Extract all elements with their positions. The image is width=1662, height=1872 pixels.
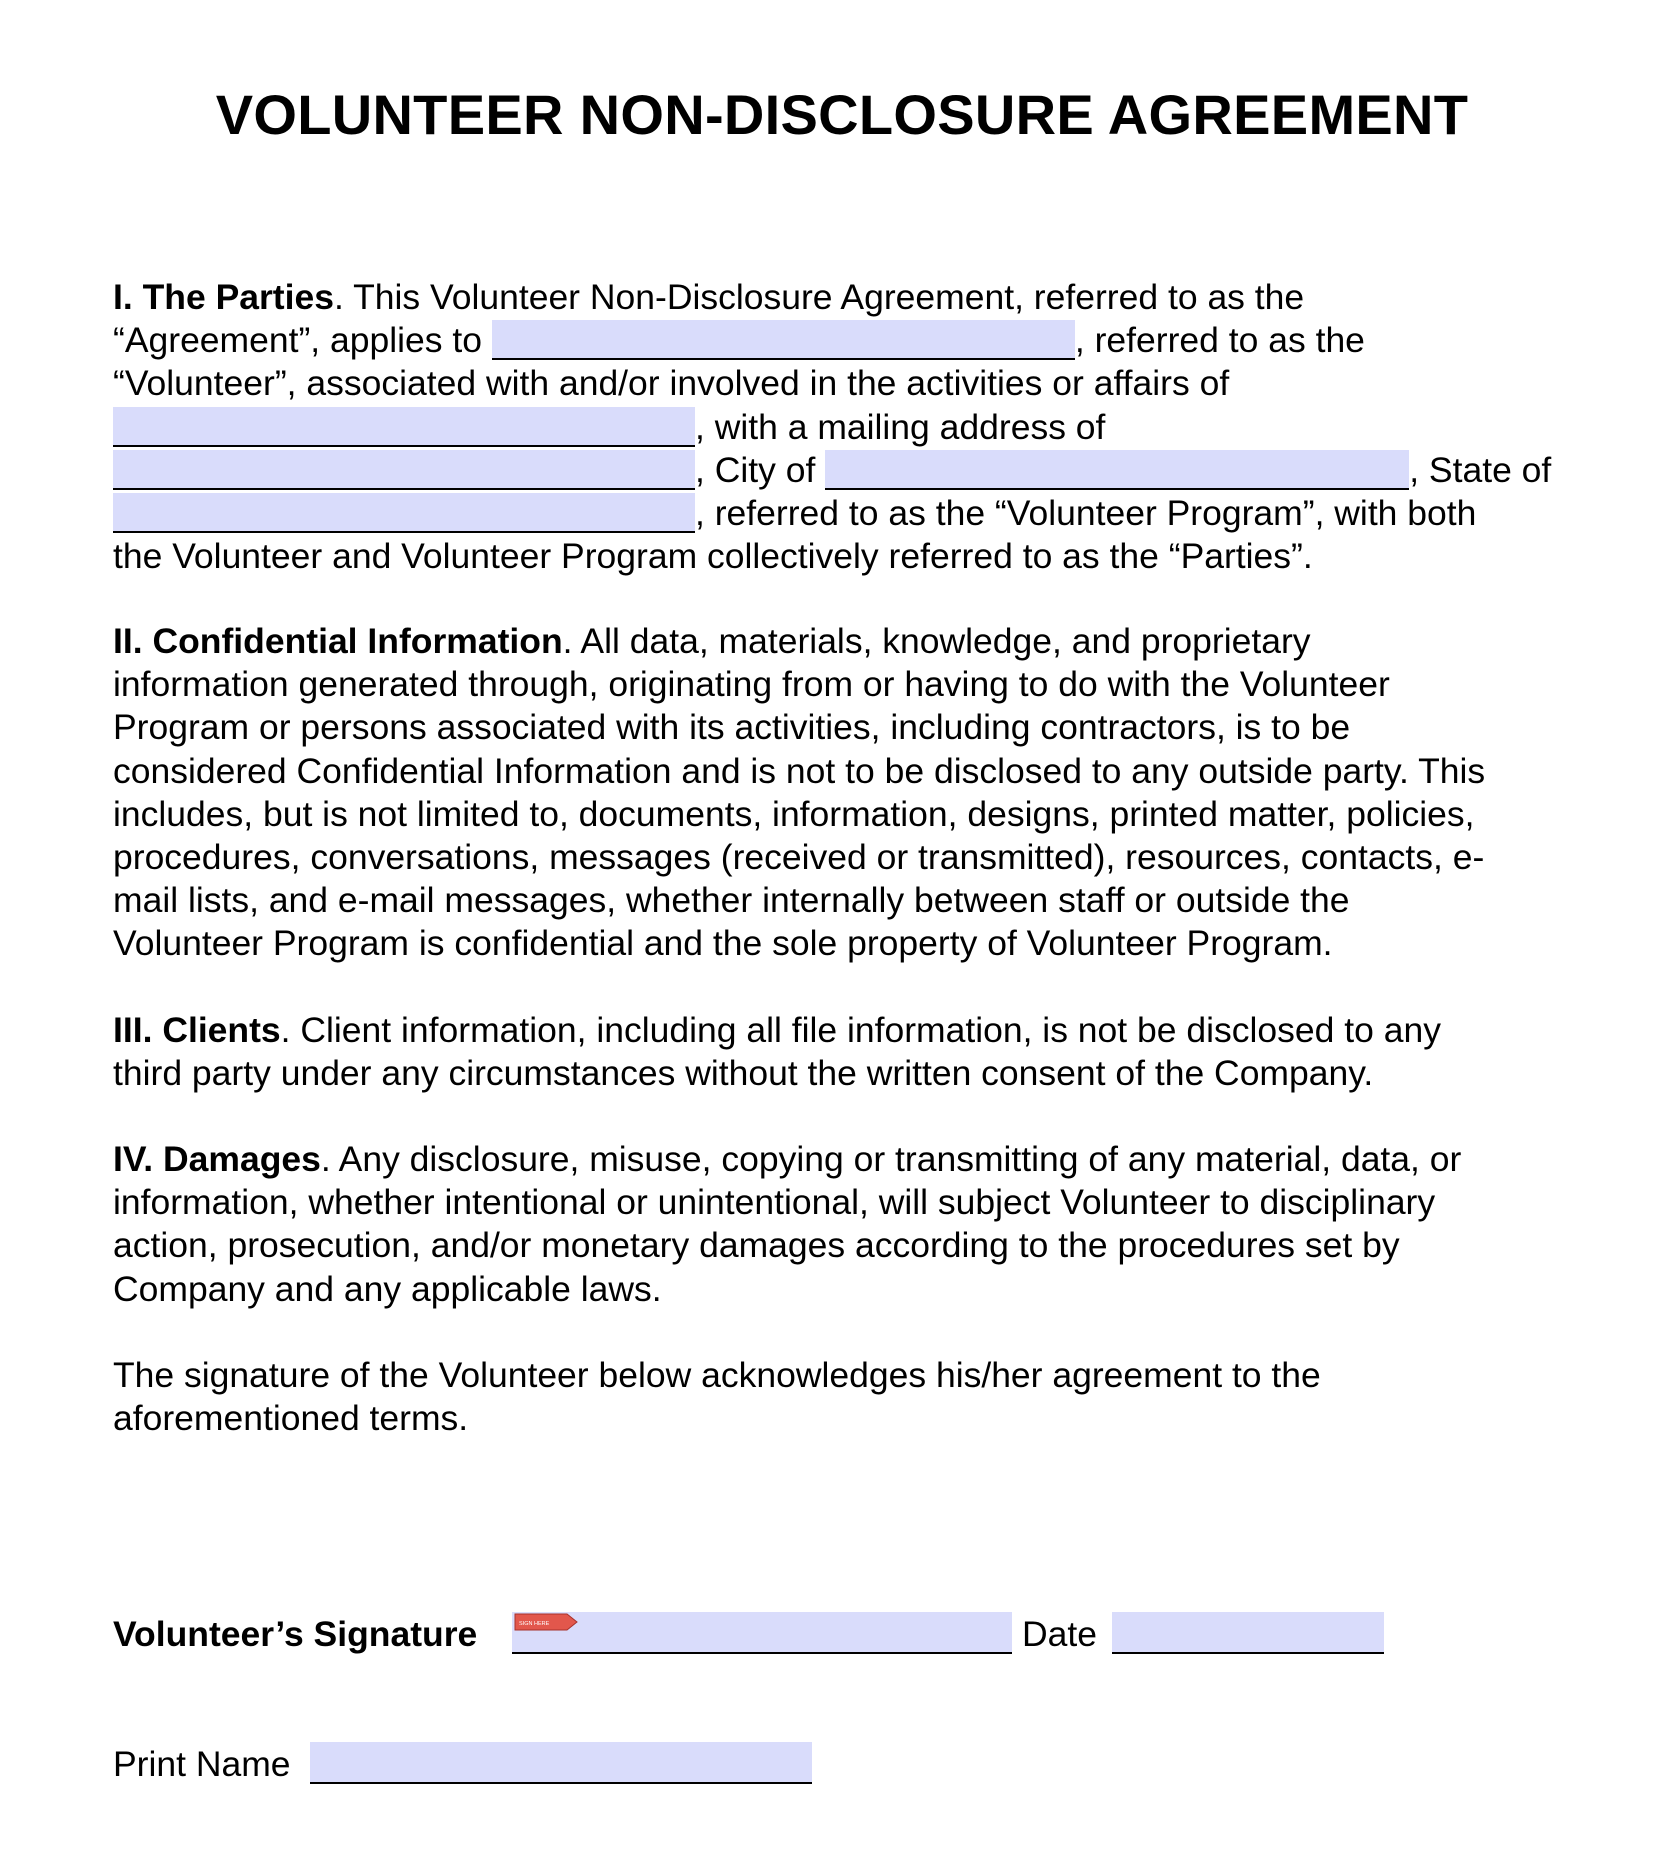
parties-heading: I. The Parties: [113, 277, 334, 317]
parties-line-7: the Volunteer and Volunteer Program collectively referred to as the “Parties”.: [113, 536, 1313, 577]
section-clients: [113, 1009, 1573, 1095]
confidential-line-8: Volunteer Program is confidential and the sole property of Volunteer Program.: [113, 923, 1333, 964]
damages-line-4: Company and any applicable laws.: [113, 1268, 662, 1309]
section-damages: [113, 1138, 1573, 1311]
clients-line-2: third party under any circumstances without the written consent of the Company.: [113, 1053, 1374, 1094]
confidential-line-4: considered Confidential Information and is not to be disclosed to any outside party. This: [113, 750, 1486, 791]
confidential-line-2: information generated through, originating from or having to do with the Volunteer: [113, 664, 1390, 705]
section-acknowledgement: [113, 1354, 1573, 1440]
parties-line-2-post: , referred to as the: [1074, 320, 1365, 361]
damages-line-1-text: . Any disclosure, misuse, copying or transmitting of any material, data, or: [320, 1139, 1462, 1179]
parties-line-5: [113, 449, 1573, 492]
confidential-line-7: mail lists, and e-mail messages, whether internally between staff or outside the: [113, 880, 1350, 921]
parties-line-4: [113, 406, 1573, 449]
parties-line-4-post: , with a mailing address of: [695, 406, 1106, 447]
clients-line-1: [113, 1009, 1573, 1052]
confidential-line-6: procedures, conversations, messages (received or transmitted), resources, contacts, e-: [113, 836, 1485, 877]
parties-line-5-mid: , City of: [695, 449, 826, 490]
sign-here-flag-icon[interactable]: [513, 1613, 579, 1631]
mailing-address-field[interactable]: [113, 450, 695, 490]
organization-field[interactable]: [113, 407, 695, 447]
clients-heading: III. Clients: [113, 1010, 281, 1050]
section-parties: [113, 276, 1573, 578]
parties-line-2: [113, 319, 1573, 362]
date-field[interactable]: [1112, 1612, 1384, 1654]
date-label: Date: [1022, 1614, 1097, 1654]
signature-label: Volunteer’s Signature: [113, 1614, 478, 1654]
print-name-label: Print Name: [113, 1744, 291, 1784]
parties-line-1-text: . This Volunteer Non-Disclosure Agreement, referred to as the: [333, 277, 1305, 317]
confidential-line-1-text: . All data, materials, knowledge, and proprietary: [562, 621, 1311, 661]
section-confidential: [113, 620, 1573, 966]
city-field[interactable]: [825, 450, 1409, 490]
parties-line-2-pre: “Agreement”, applies to: [113, 320, 492, 361]
acknowledgement-line-1: The signature of the Volunteer below acknowledges his/her agreement to the: [113, 1355, 1321, 1395]
parties-line-1: [113, 276, 1573, 319]
parties-line-3: “Volunteer”, associated with and/or involved in the activities or affairs of: [113, 363, 1230, 404]
clients-line-1-text: . Client information, including all file information, is not be disclosed to any: [280, 1010, 1441, 1050]
parties-line-6-post: , referred to as the “Volunteer Program”, with both: [695, 492, 1477, 533]
volunteer-name-field[interactable]: [492, 320, 1075, 360]
damages-line-1: [113, 1138, 1573, 1181]
acknowledgement-line-2: aforementioned terms.: [113, 1398, 469, 1439]
confidential-heading: II. Confidential Information: [113, 621, 563, 661]
damages-line-3: action, prosecution, and/or monetary damages according to the procedures set by: [113, 1225, 1400, 1266]
sign-here-flag-text: SIGN HERE: [519, 1621, 550, 1627]
parties-line-6: [113, 492, 1573, 535]
damages-heading: IV. Damages: [113, 1139, 321, 1179]
document-title: VOLUNTEER NON-DISCLOSURE AGREEMENT: [215, 83, 1469, 146]
parties-line-5-post: , State of: [1409, 449, 1552, 490]
damages-line-2: information, whether intentional or unintentional, will subject Volunteer to disciplinary: [113, 1182, 1436, 1223]
state-field[interactable]: [113, 493, 695, 533]
confidential-line-5: includes, but is not limited to, documents, information, designs, printed matter, policies,: [113, 793, 1475, 834]
confidential-line-3: Program or persons associated with its activities, including contractors, is to be: [113, 707, 1351, 748]
confidential-line-1: [113, 620, 1573, 663]
signature-field[interactable]: [512, 1612, 1012, 1654]
print-name-field[interactable]: [310, 1742, 812, 1784]
